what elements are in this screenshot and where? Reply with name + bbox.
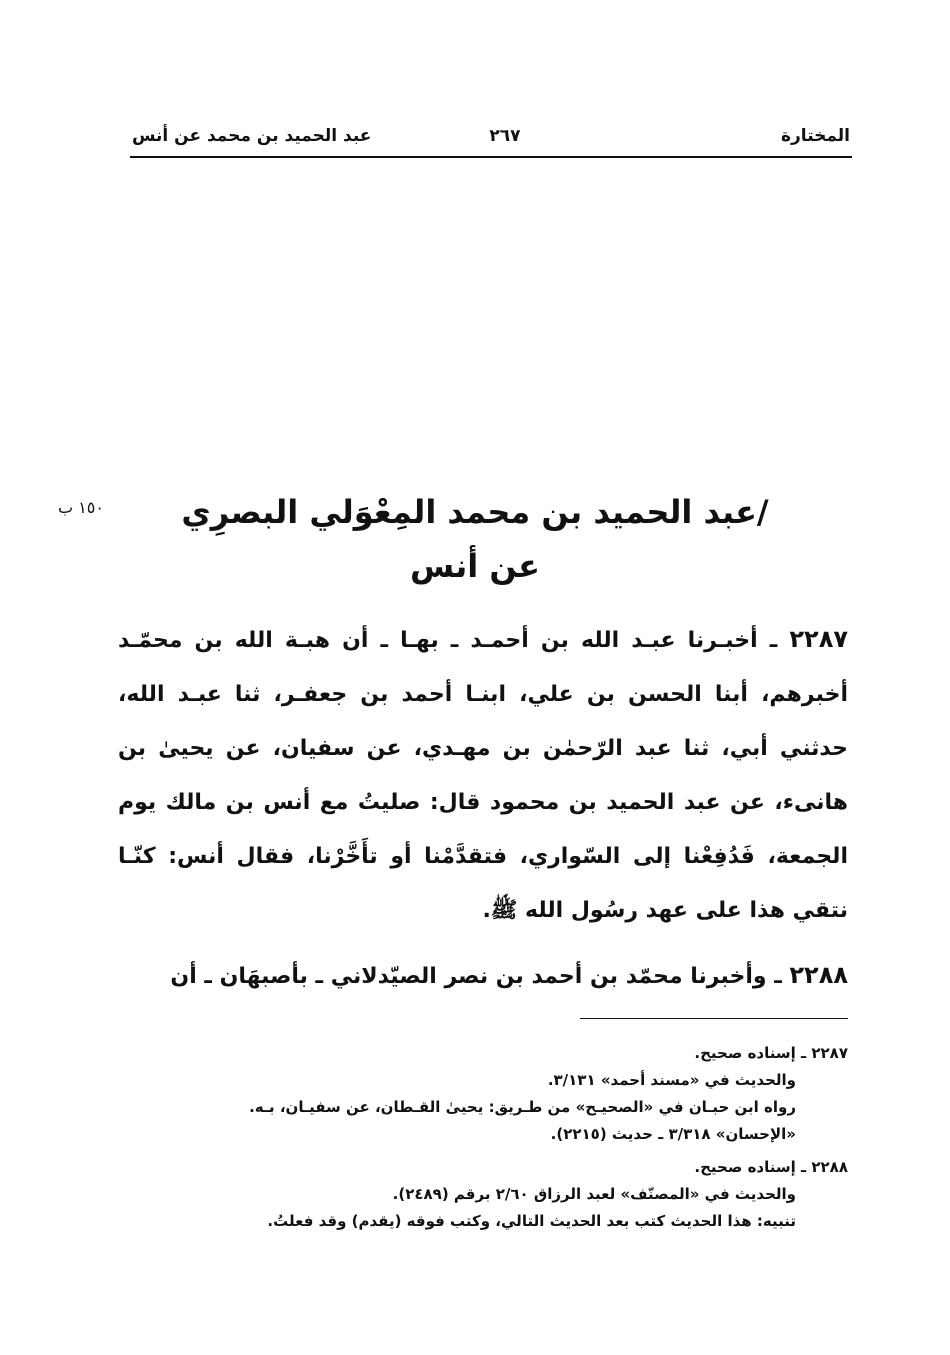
footnote-number: ٢٢٨٨ [811,1158,848,1176]
footnote-text: ـ إسناده صحيح. [694,1044,807,1062]
footnote-line: والحديث في «المصنّف» لعبد الرزاق ٢/٦٠ برقم (٢٤٨٩). [392,1185,796,1203]
running-header [130,124,852,158]
footnote-first-line [112,1154,848,1181]
page-number: ٢٦٧ [489,126,521,146]
footnote-line: تنبيه: هذا الحديث كتب بعد الحديث التالي، وكتب فوقه (يقدم) وقد فعلتُ. [267,1212,796,1230]
header-section-title: عبد الحميد بن محمد عن أنس [132,126,372,146]
chapter-title-line-1: /عبد الحميد بن محمد المِعْوَلي البصرِي [181,493,769,531]
footnote-line: «الإحسان» ٣/٣١٨ ـ حديث (٢٢١٥). [550,1125,796,1143]
manuscript-folio-note: ١٥٠ ب [58,498,104,517]
footnote-line: رواه ابن حبـان في «الصحيـح» من طـريق: يحيىٰ القـطان، عن سفيـان، بـه. [249,1098,796,1116]
hadith-text: ـ أخبـرنا عبـد الله بن أحمـد ـ بهـا ـ أن هبـة الله بن محمّـد أخبرهم، أبنا الحسن بن علي، ابنـا أحمد بن جعفـر، ثنا عبـد الله، حدثني أبي، ثنا عبد الرّحمٰن بن مهـدي، عن سفيان، عن يحيىٰ بن هانىء، عن عبد الحميد بن محمود قال: صليتُ مع أنس بن مالك يوم الجمعة، فَدُفِعْنا إلى السّواري، فتقدَّمْنا أو تأَخَّرْنا، فقال أنس: كنّـا نتقي هذا على عهد رسُول الله ﷺ. [118,628,848,923]
hadith-text: ـ وأخبرنا محمّد بن أحمد بن نصر الصيّدلاني ـ بأصبهَان ـ أن [170,964,782,989]
hadith-number: ٢٢٨٧ [789,625,848,653]
footnote-separator [580,1018,848,1019]
hadith-number: ٢٢٨٨ [789,961,848,989]
footnote [112,1154,848,1235]
chapter-title [150,485,800,593]
chapter-title-line-2: عن أنس [409,547,540,585]
footnote-line: والحديث في «مسند أحمد» ٣/١٣١. [547,1071,796,1089]
footnotes [112,1040,848,1241]
hadith-paragraph [118,612,848,938]
footnote-number: ٢٢٨٧ [811,1044,848,1062]
footnote [112,1040,848,1148]
hadith-paragraph [118,948,848,1004]
header-book-title: المختارة [780,126,850,146]
footnote-text: ـ إسناده صحيح. [694,1158,807,1176]
footnote-first-line [112,1040,848,1067]
main-text [118,612,848,1014]
